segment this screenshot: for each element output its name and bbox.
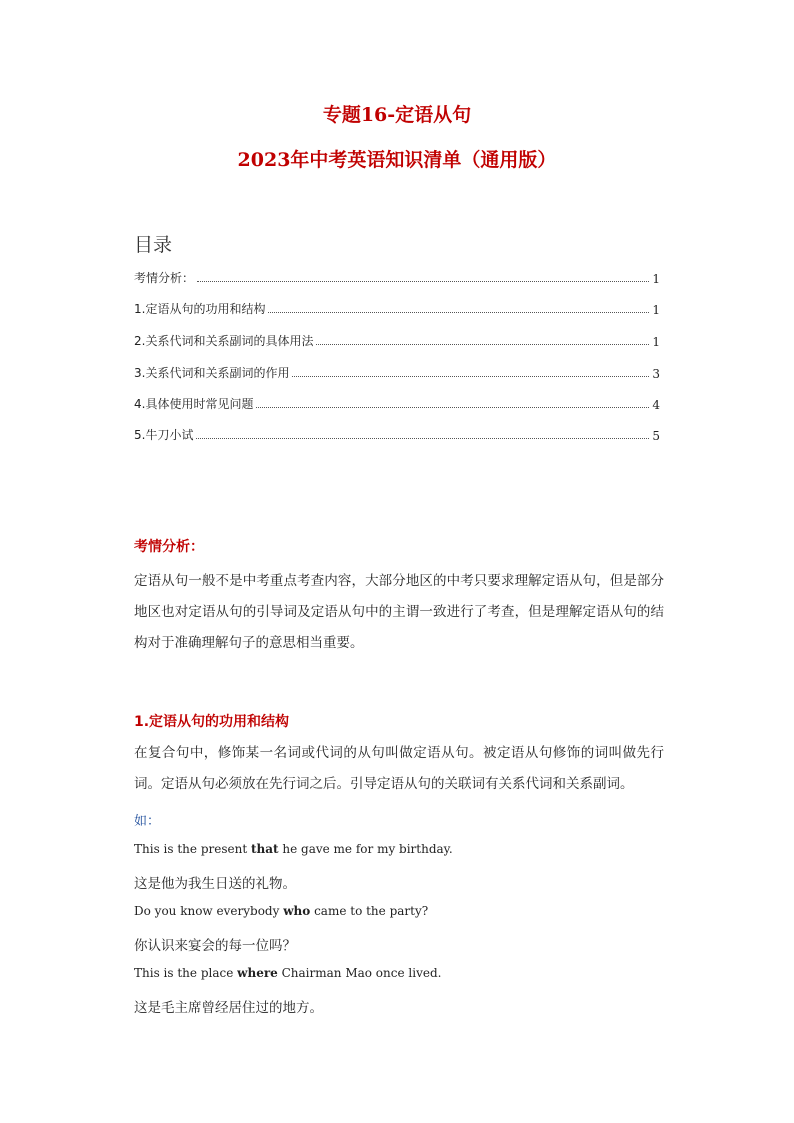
example-chinese: 这是毛主席曾经居住过的地方。 [134,1000,323,1016]
example-text: he gave me for my birthday. [278,842,453,856]
example-intro: 如： [134,814,161,829]
toc-entry-label: 2.关系代词和关系副词的具体用法 [134,334,314,348]
toc-leader-dots [316,344,649,345]
toc-entry[interactable] [134,427,660,443]
toc-entry-label: 1.定语从句的功用和结构 [134,302,266,316]
toc-leader-dots [197,281,649,282]
example-english [134,842,453,856]
analysis-paragraph: 定语从句一般不是中考重点考查内容，大部分地区的中考只要求理解定语从句，但是部分地区也对定语从句的引导词及定语从句中的主谓一致进行了考查，但是理解定语从句的结构对于准确理解句子的意思相当重要。 [134,573,664,651]
example-text: Do you know everybody [134,904,284,918]
example-keyword: that [250,842,279,856]
example-chinese: 这是他为我生日送的礼物。 [134,876,296,892]
toc-entry-page: 5 [652,429,660,443]
toc-heading: 目录 [134,234,173,256]
toc-leader-dots [196,438,649,439]
toc-entry[interactable] [134,396,660,412]
toc-entry-page: 4 [652,398,660,412]
toc-entry-page: 1 [652,303,660,317]
toc-entry-page: 1 [652,272,660,286]
example-english [134,966,441,980]
toc-leader-dots [292,376,649,377]
toc-entry-page: 1 [652,335,660,349]
toc-entry[interactable] [134,365,660,381]
toc-entry-label: 3.关系代词和关系副词的作用 [134,366,290,380]
toc-leader-dots [268,312,649,313]
example-text: This is the present [134,842,251,856]
document-title: 专题16-定语从句 [322,104,472,126]
example-text: This is the place [134,966,238,980]
section1-heading: 1.定语从句的功用和结构 [134,714,290,730]
toc-entry[interactable] [134,270,660,286]
toc-entry-label: 考情分析： [134,271,195,285]
example-keyword: who [283,904,311,918]
analysis-heading: 考情分析： [134,539,204,555]
section1-paragraph: 在复合句中，修饰某一名词或代词的从句叫做定语从句。被定语从句修饰的词叫做先行词。定语从句必须放在先行词之后。引导定语从句的关联词有关系代词和关系副词。 [134,745,664,792]
example-chinese: 你认识来宴会的每一位吗？ [134,938,296,954]
example-text: Chairman Mao once lived. [277,966,442,980]
toc-leader-dots [256,407,649,408]
example-text: came to the party? [310,904,429,918]
example-keyword: where [237,966,278,980]
toc-entry-label: 5.牛刀小试 [134,428,194,442]
toc-entry-label: 4.具体使用时常见问题 [134,397,254,411]
example-english [134,904,428,918]
toc-entry[interactable] [134,301,660,317]
toc-entry-page: 3 [652,367,660,381]
toc-entry[interactable] [134,333,660,349]
document-subtitle: 2023年中考英语知识清单（通用版） [237,149,557,171]
